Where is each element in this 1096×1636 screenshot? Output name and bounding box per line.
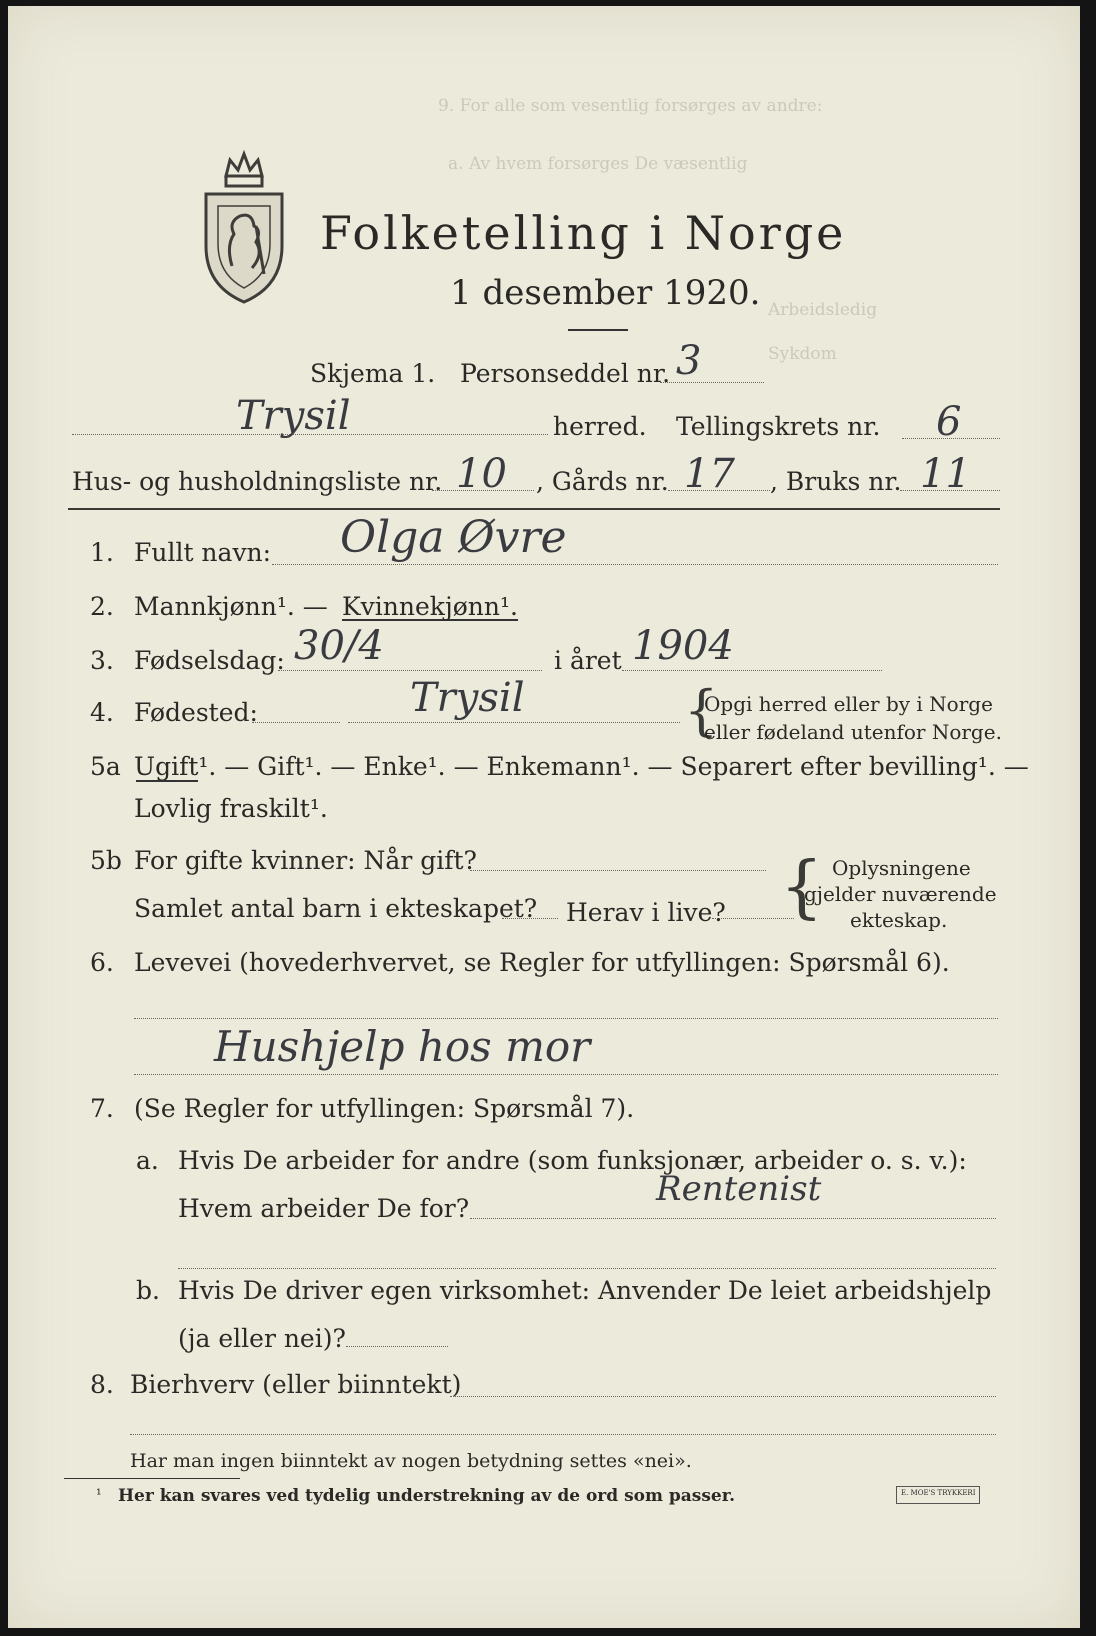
- no-side-income-note: Har man ingen biinntekt av nogen betydning settes «nei».: [130, 1450, 692, 1472]
- q5b-note2: gjelder nuværende: [804, 882, 997, 906]
- q5b-note3: ekteskap.: [850, 908, 948, 932]
- q6-number: 6.: [90, 948, 114, 977]
- herred-value: Trysil: [236, 393, 351, 439]
- gender-female-option: Kvinnekjønn¹.: [342, 592, 518, 621]
- census-date: 1 desember 1920.: [450, 273, 761, 313]
- q4-label: Fødested:: [134, 698, 258, 727]
- q5b-note1: Oplysningene: [832, 856, 971, 880]
- husliste-label: Hus- og husholdningsliste nr.: [72, 467, 443, 496]
- q7a-letter: a.: [136, 1146, 159, 1175]
- q1-label: Fullt navn:: [134, 538, 272, 567]
- q5b-married-label: For gifte kvinner: Når gift?: [134, 846, 477, 875]
- tellingskrets-label: Tellingskrets nr.: [676, 412, 881, 441]
- marital-status-options-line2: Lovlig fraskilt¹.: [134, 794, 328, 823]
- personseddel-value: 3: [676, 338, 702, 384]
- q5b-children-label: Samlet antal barn i ekteskapet?: [134, 894, 538, 923]
- birthplace-value: Trysil: [410, 675, 525, 721]
- occupation-value: Hushjelp hos mor: [214, 1022, 591, 1071]
- q4-note-line1: Opgi herred eller by i Norge: [704, 692, 993, 716]
- q6-label: Levevei (hovederhvervet, se Regler for utfyllingen: Spørsmål 6).: [134, 948, 950, 977]
- form-title: Folketelling i Norge: [320, 206, 847, 260]
- norway-coat-of-arms-icon: [196, 146, 292, 306]
- husliste-value: 10: [456, 451, 507, 497]
- q3-number: 3.: [90, 646, 114, 675]
- q5b-alive-label: Herav i live?: [566, 898, 726, 927]
- q7b-line1: Hvis De driver egen virksomhet: Anvender De leiet arbeidshjelp: [178, 1276, 992, 1305]
- marital-status-options: Ugift¹. — Gift¹. — Enke¹. — Enkemann¹. — Separert efter bevilling¹. —: [134, 752, 1029, 781]
- q3-label: Fødselsdag:: [134, 646, 285, 675]
- gender-male-option: Mannkjønn¹. —: [134, 592, 328, 621]
- q7a-line1: Hvis De arbeider for andre (som funksjonær, arbeider o. s. v.):: [178, 1146, 967, 1175]
- q7b-line2: (ja eller nei)?: [178, 1324, 346, 1353]
- bruks-label: , Bruks nr.: [770, 467, 902, 496]
- q8-number: 8.: [90, 1370, 114, 1399]
- q7-label: (Se Regler for utfyllingen: Spørsmål 7).: [134, 1094, 635, 1123]
- birth-year-value: 1904: [632, 623, 734, 669]
- q5a-number: 5a: [90, 752, 121, 781]
- herred-label: herred.: [553, 412, 647, 441]
- census-form-page: Folketelling i Norge 1 desember 1920. Skjema 1. Personseddel nr. 3 Trysil herred. Tellingskrets nr. 6 Hus- og husholdningsliste nr. 10 , Gårds nr. 17 , Bruks nr. 11 1. Fullt navn: Olga Øvre 2. Mannkjønn¹. — Kvinnekjønn¹. 3. Fødselsdag: 30/4 i året 1904 4. Fødested: Trysil { Opgi herred eller by i Norge eller fødeland utenfor Norge. 5a Ugift¹. — Gift¹. — Enke¹. — Enkemann¹. — Separert efter bevilling¹. — Lovlig fraskilt¹. 5b For gifte kvinner: Når gift? Samlet antal barn i ekteskapet? Herav i live? { Oplysningene gjelder nuværende ekteskap. 6. Levevei (hovederhvervet, se Regler for utfyllingen: Spørsmål 6). Hushjelp hos mor 7. (Se Regler for utfyllingen: Spørsmål 7). a. Hvis De arbeider for andre (som funksjonær, arbeider o. s. v.): Hvem arbeider De for? Rentenist b. Hvis De driver egen virksomhet: Anvender De leiet arbeidshjelp (ja eller nei)? 8. Bierhverv (eller biinntekt) Har man ingen biinntekt av nogen betydning settes «nei». ¹ Her kan svares ved tydelig understrekning av de ord som passer. E. MOE'S TRYKKERI 9. For alle som vesentlig forsørges av andre: a. Av hvem forsørges De væsentlig Arbeidsledig Sykdom: [8, 6, 1080, 1628]
- q7b-letter: b.: [136, 1276, 160, 1305]
- schema-label: Skjema 1.: [310, 359, 436, 388]
- q1-number: 1.: [90, 538, 114, 567]
- tellingskrets-value: 6: [936, 399, 962, 445]
- q7a-employer-label: Hvem arbeider De for?: [178, 1194, 470, 1223]
- ugift-underline: [136, 780, 198, 782]
- q4-note-line2: eller fødeland utenfor Norge.: [704, 720, 1002, 744]
- gards-value: 17: [684, 451, 735, 497]
- q8-label: Bierhverv (eller biinntekt): [130, 1370, 462, 1399]
- gards-label: , Gårds nr.: [536, 467, 669, 496]
- personseddel-label: Personseddel nr.: [460, 359, 671, 388]
- footnote-mark: ¹: [96, 1487, 102, 1503]
- employer-value: Rentenist: [656, 1169, 822, 1209]
- q3-year-label: i året: [554, 646, 622, 675]
- q2-number: 2.: [90, 592, 114, 621]
- bruks-value: 11: [920, 451, 971, 497]
- q5b-number: 5b: [90, 846, 122, 875]
- q7-number: 7.: [90, 1094, 114, 1123]
- printer-stamp: E. MOE'S TRYKKERI: [896, 1486, 980, 1504]
- full-name-value: Olga Øvre: [340, 512, 567, 563]
- footnote-text: Her kan svares ved tydelig understrekning av de ord som passer.: [118, 1486, 736, 1506]
- q4-number: 4.: [90, 698, 114, 727]
- birth-date-value: 30/4: [294, 623, 384, 669]
